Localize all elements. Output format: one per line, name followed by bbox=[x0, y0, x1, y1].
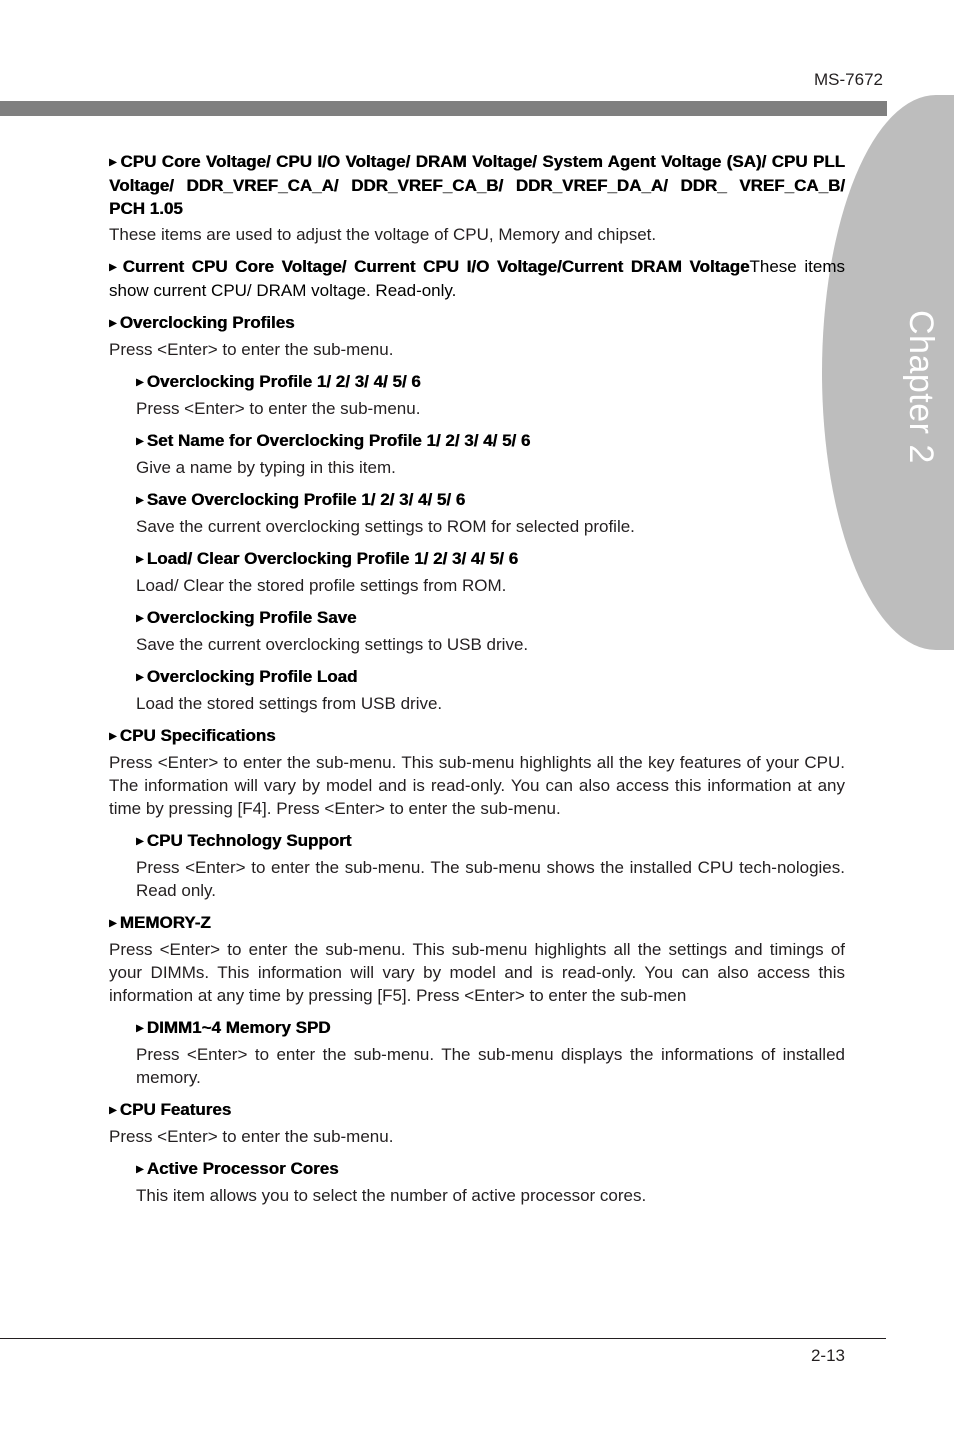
triangle-bullet-icon: ▶ bbox=[109, 918, 117, 929]
item-description: Give a name by typing in this item. bbox=[136, 458, 396, 477]
item-description: This item allows you to select the number of active processor cores. bbox=[136, 1186, 647, 1205]
triangle-bullet-icon: ▶ bbox=[136, 1023, 144, 1034]
menu-item bbox=[109, 150, 845, 246]
triangle-bullet-icon: ▶ bbox=[109, 1105, 117, 1116]
item-title: DIMM1~4 Memory SPD bbox=[146, 1018, 331, 1037]
triangle-bullet-icon: ▶ bbox=[136, 1164, 144, 1175]
model-number: MS-7672 bbox=[814, 70, 883, 89]
item-heading bbox=[136, 606, 845, 630]
menu-item bbox=[109, 911, 845, 1007]
item-heading bbox=[136, 1016, 845, 1040]
item-heading bbox=[136, 1157, 845, 1181]
item-heading bbox=[136, 829, 845, 853]
menu-item bbox=[109, 724, 845, 820]
footer-rule bbox=[0, 1338, 886, 1339]
sub-menu-item bbox=[136, 370, 845, 420]
item-heading bbox=[136, 665, 845, 689]
sub-menu-item bbox=[136, 829, 845, 902]
item-heading bbox=[109, 911, 845, 935]
item-description: Press <Enter> to enter the sub-menu. bbox=[109, 1127, 394, 1146]
sub-menu-item bbox=[136, 488, 845, 538]
sub-menu-item bbox=[136, 606, 845, 656]
menu-item bbox=[109, 255, 845, 302]
item-title: Overclocking Profile Save bbox=[146, 608, 357, 627]
sub-menu-item bbox=[136, 429, 845, 479]
item-heading bbox=[109, 311, 845, 335]
item-title: Overclocking Profile Load bbox=[146, 667, 358, 686]
item-description: Save the current overclocking settings to USB drive. bbox=[136, 635, 529, 654]
item-title: Current CPU Core Voltage/ Current CPU I/O Voltage/Current DRAM Voltage bbox=[122, 257, 750, 276]
item-heading bbox=[109, 150, 845, 220]
header-bar bbox=[0, 101, 887, 116]
item-description: Press <Enter> to enter the sub-menu. bbox=[109, 340, 394, 359]
item-title: Save Overclocking Profile 1/ 2/ 3/ 4/ 5/ 6 bbox=[146, 490, 466, 509]
triangle-bullet-icon: ▶ bbox=[109, 731, 117, 742]
triangle-bullet-icon: ▶ bbox=[136, 377, 144, 388]
triangle-bullet-icon: ▶ bbox=[136, 672, 144, 683]
page-number: 2-13 bbox=[810, 1346, 845, 1365]
sub-menu-item bbox=[136, 1157, 845, 1207]
sub-menu-item bbox=[136, 547, 845, 597]
item-description: These items are used to adjust the voltage of CPU, Memory and chipset. bbox=[109, 225, 657, 244]
chapter-label: Chapter 2 bbox=[902, 310, 940, 464]
item-heading bbox=[109, 1098, 845, 1122]
sub-menu-item bbox=[136, 1016, 845, 1089]
item-title: CPU Features bbox=[119, 1100, 232, 1119]
item-title: Overclocking Profiles bbox=[119, 313, 295, 332]
item-heading bbox=[109, 724, 845, 748]
item-title: CPU Core Voltage/ CPU I/O Voltage/ DRAM Voltage/ System Agent Voltage (SA)/ CPU PLL Voltage/ DDR_VREF_CA_A/ DDR_VREF_CA_B/ DDR_VREF_DA_A/ DDR_ VREF_CA_B/ PCH 1.05 bbox=[109, 152, 845, 218]
triangle-bullet-icon: ▶ bbox=[136, 613, 144, 624]
item-title: Overclocking Profile 1/ 2/ 3/ 4/ 5/ 6 bbox=[146, 372, 421, 391]
triangle-bullet-icon: ▶ bbox=[109, 318, 117, 329]
triangle-bullet-icon: ▶ bbox=[136, 436, 144, 447]
triangle-bullet-icon: ▶ bbox=[136, 836, 144, 847]
content bbox=[109, 150, 845, 1216]
item-description: Press <Enter> to enter the sub-menu. The sub-menu shows the installed CPU tech-nologies. Read only. bbox=[136, 858, 845, 900]
item-title: Set Name for Overclocking Profile 1/ 2/ 3/ 4/ 5/ 6 bbox=[146, 431, 531, 450]
item-description: Press <Enter> to enter the sub-menu. bbox=[136, 399, 421, 418]
item-heading bbox=[136, 488, 845, 512]
sub-menu-item bbox=[136, 665, 845, 715]
item-description: Press <Enter> to enter the sub-menu. This sub-menu highlights all the key features of your CPU. The information will vary by model and is read-only. You can also access this information at any time by pressing [F4]. Press <Enter> to enter the sub-menu. bbox=[109, 753, 845, 818]
triangle-bullet-icon: ▶ bbox=[109, 157, 118, 168]
item-description: Load/ Clear the stored profile settings from ROM. bbox=[136, 576, 507, 595]
item-title: Active Processor Cores bbox=[146, 1159, 339, 1178]
item-title: CPU Specifications bbox=[119, 726, 276, 745]
item-title: CPU Technology Support bbox=[146, 831, 352, 850]
item-heading bbox=[136, 429, 845, 453]
menu-item bbox=[109, 1098, 845, 1148]
item-heading bbox=[109, 255, 845, 302]
triangle-bullet-icon: ▶ bbox=[136, 554, 144, 565]
item-heading bbox=[136, 370, 845, 394]
triangle-bullet-icon: ▶ bbox=[109, 262, 120, 273]
item-heading bbox=[136, 547, 845, 571]
item-title: Load/ Clear Overclocking Profile 1/ 2/ 3/ 4/ 5/ 6 bbox=[146, 549, 519, 568]
item-description: Press <Enter> to enter the sub-menu. The sub-menu displays the informations of installed memory. bbox=[136, 1045, 845, 1087]
item-description: Press <Enter> to enter the sub-menu. This sub-menu highlights all the settings and timings of your DIMMs. This information will vary by model and is read-only. You can also access this information at any time by pressing [F5]. Press <Enter> to enter the sub-men bbox=[109, 940, 845, 1005]
item-title: MEMORY-Z bbox=[119, 913, 211, 932]
menu-item bbox=[109, 311, 845, 361]
item-description: Load the stored settings from USB drive. bbox=[136, 694, 443, 713]
item-description: Save the current overclocking settings to ROM for selected profile. bbox=[136, 517, 635, 536]
triangle-bullet-icon: ▶ bbox=[136, 495, 144, 506]
item-inline-description: These items show current CPU/ DRAM voltage. Read-only. bbox=[109, 257, 845, 300]
